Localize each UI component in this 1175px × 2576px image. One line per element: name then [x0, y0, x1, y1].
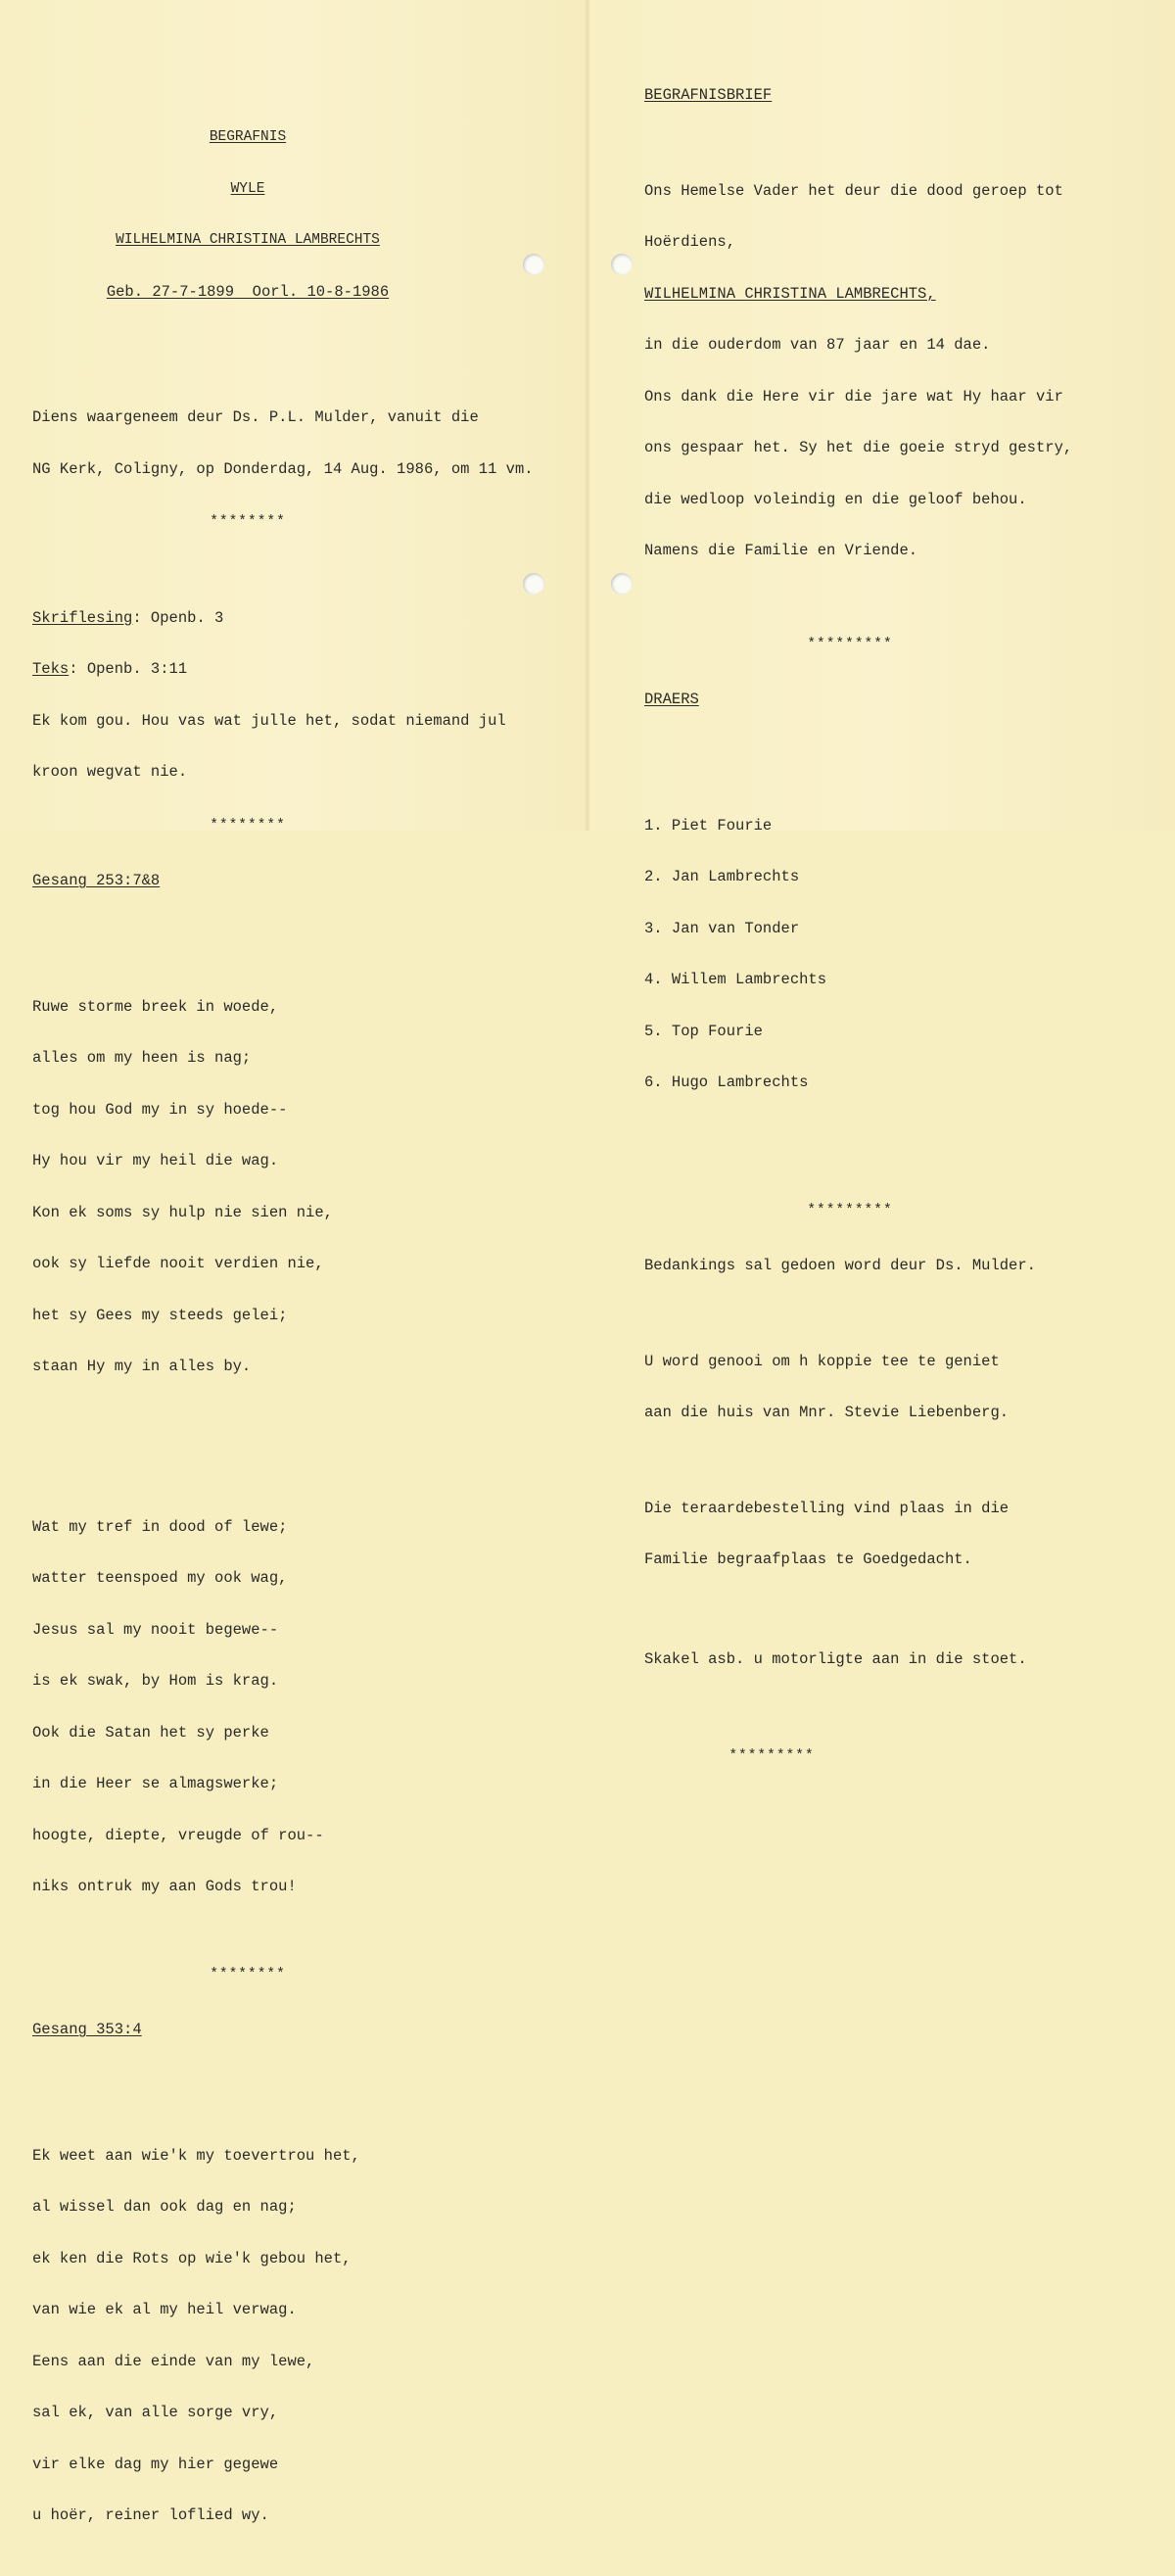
scripture-label: Skriflesing — [32, 608, 133, 627]
list-item: 1. Piet Fourie — [644, 816, 773, 835]
heading-line-1: BEGRAFNIS — [209, 129, 287, 145]
verse-line: Ook die Satan het sy perke — [32, 1723, 269, 1741]
verse-line: is ek swak, by Hom is krag. — [32, 1672, 279, 1690]
text-value: : Openb. 3:11 — [69, 660, 188, 678]
funeral-heading — [32, 95, 463, 335]
scripture-value: : Openb. 3 — [132, 608, 224, 627]
verse-line: Wat my tref in dood of lewe; — [32, 1517, 288, 1536]
verse-line: ek ken die Rots op wie'k gebou het, — [32, 2249, 352, 2267]
burial-line: Familie begraafplaas te Goedgedacht. — [644, 1550, 972, 1568]
list-item: 3. Jan van Tonder — [644, 919, 800, 937]
verse-line: in die Heer se almagswerke; — [32, 1775, 279, 1792]
verse-line: sal ek, van alle sorge vry, — [32, 2404, 279, 2421]
letter-line: Ons dank die Here vir die jare wat Hy haar vir — [644, 387, 1063, 405]
verse-line: Eens aan die einde van my lewe, — [32, 2352, 315, 2370]
verse-line: niks ontruk my aan Gods trou! — [32, 1878, 297, 1895]
punch-hole — [611, 573, 633, 595]
service-line: Diens waargeneem deur Ds. P.L. Mulder, vanuit die — [32, 408, 479, 426]
birth-death-dates: Geb. 27-7-1899 Oorl. 10-8-1986 — [106, 282, 390, 301]
invite-line: U word genooi om h koppie tee te geniet — [644, 1352, 1000, 1370]
hymn-verse-2 — [32, 1485, 576, 1931]
verse-line: alles om my heen is nag; — [32, 1049, 252, 1067]
verse-line: staan Hy my in alles by. — [32, 1358, 252, 1375]
letter-line: ons gespaar het. Sy het die goeie stryd gestry, — [644, 439, 1073, 456]
verse-line: Jesus sal my nooit begewe-- — [32, 1620, 279, 1639]
quote-line: Ek kom gou. Hou vas wat julle het, sodat niemand jul — [32, 711, 506, 730]
punch-hole — [611, 254, 633, 275]
verse-line: al wissel dan ook dag en nag; — [32, 2198, 297, 2216]
verse-line: Ek weet aan wie'k my toevertrou het, — [32, 2146, 360, 2165]
thanks-line: Bedankings sal gedoen word deur Ds. Mulder. — [644, 1257, 1036, 1274]
verse-line: Kon ek soms sy hulp nie sien nie, — [32, 1203, 333, 1221]
list-item: 4. Willem Lambrechts — [644, 971, 827, 988]
hymn-verse-1 — [32, 965, 576, 1410]
verse-line: ook sy liefde nooit verdien nie, — [32, 1255, 324, 1272]
heading-line-2: WYLE — [230, 180, 265, 197]
list-item: 2. Jan Lambrechts — [644, 868, 800, 885]
burial-line: Die teraardebestelling vind plaas in die — [644, 1499, 1010, 1517]
page-fold — [585, 0, 590, 831]
verse-line: hoogte, diepte, vreugde of rou-- — [32, 1826, 324, 1844]
letter-title: BEGRAFNISBRIEF — [644, 86, 773, 104]
letter-deceased-name: WILHELMINA CHRISTINA LAMBRECHTS, — [644, 284, 936, 303]
verse-line: u hoër, reiner loflied wy. — [32, 2506, 269, 2524]
left-column — [32, 61, 576, 2576]
letter-line: Namens die Familie en Vriende. — [644, 542, 918, 559]
hymn-verse-3 — [32, 2114, 576, 2559]
scripture-reading — [32, 610, 576, 628]
verse-line: Hy hou vir my heil die wag. — [32, 1152, 279, 1169]
verse-line: het sy Gees my steeds gelei; — [32, 1306, 288, 1324]
letter-line: in die ouderdom van 87 jaar en 14 dae. — [644, 336, 991, 354]
separator-stars: ********* — [728, 1748, 815, 1764]
separator-stars: ******** — [210, 514, 286, 530]
verse-line: vir elke dag my hier gegewe — [32, 2455, 279, 2473]
deceased-name: WILHELMINA CHRISTINA LAMBRECHTS — [116, 232, 380, 248]
list-item: 5. Top Fourie — [644, 1022, 763, 1040]
bearers-list — [644, 784, 1153, 1126]
separator-stars: ******** — [210, 1966, 286, 1982]
service-line: NG Kerk, Coligny, op Donderdag, 14 Aug. 1986, om 11 vm. — [32, 459, 534, 478]
letter-line: die wedloop voleindig en die geloof behou. — [644, 490, 1027, 508]
verse-line: tog hou God my in sy hoede-- — [32, 1100, 288, 1119]
quote-line: kroon wegvat nie. — [32, 763, 188, 781]
text-label: Teks — [32, 660, 70, 678]
verse-line: watter teenspoed my ook wag, — [32, 1569, 288, 1587]
headlights-notice: Skakel asb. u motorligte aan in die stoet. — [644, 1649, 1027, 1668]
letter-line: Hoërdiens, — [644, 233, 736, 251]
hymn-title: Gesang 253:7&8 — [32, 872, 161, 889]
hymn-title: Gesang 353:4 — [32, 2021, 142, 2038]
verse-line: Ruwe storme breek in woede, — [32, 997, 279, 1016]
separator-stars: ********* — [807, 636, 893, 652]
verse-line: van wie ek al my heil verwag. — [32, 2301, 297, 2318]
separator-stars: ********* — [807, 1202, 893, 1218]
letter-line: Ons Hemelse Vader het deur die dood geroep tot — [644, 181, 1063, 200]
sermon-text — [32, 661, 576, 679]
right-column — [644, 53, 1153, 1787]
invite-line: aan die huis van Mnr. Stevie Liebenberg. — [644, 1404, 1010, 1421]
list-item: 6. Hugo Lambrechts — [644, 1073, 809, 1091]
separator-stars: ******** — [210, 817, 286, 834]
bearers-title: DRAERS — [644, 691, 699, 708]
